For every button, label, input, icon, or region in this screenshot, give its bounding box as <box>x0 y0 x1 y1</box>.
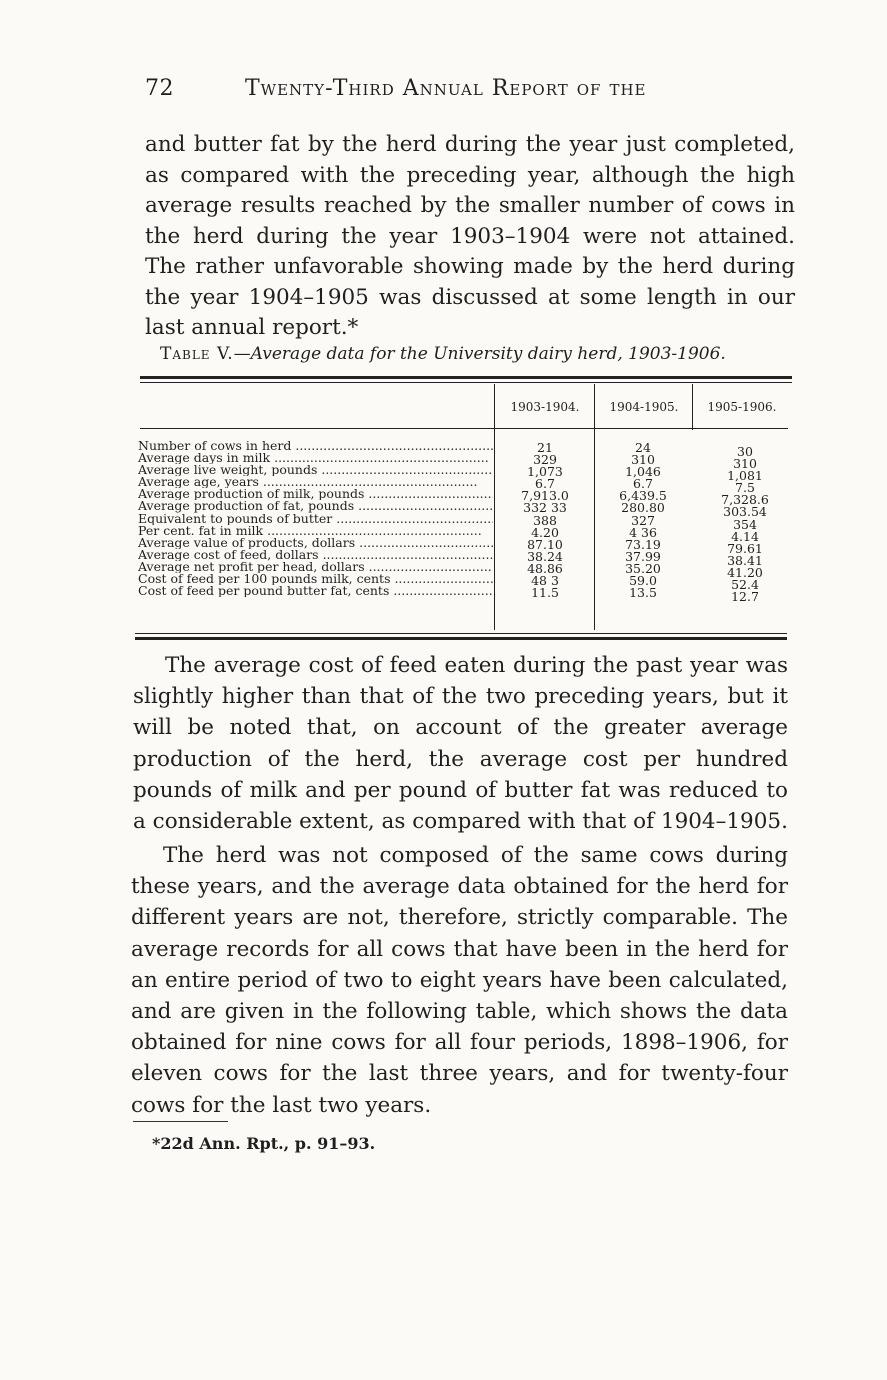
table-cell: 4 36 <box>629 524 657 540</box>
table-cell: 30 <box>737 444 753 459</box>
table-cell: 388 <box>533 512 557 528</box>
running-title: Twenty-Third Annual Report of the <box>245 76 647 101</box>
table-cell: 59.0 <box>629 573 657 589</box>
table-caption-lead: Table V. <box>160 344 234 364</box>
table-cell: 24 <box>635 440 651 455</box>
table-top-rule <box>140 376 792 379</box>
table-cell: 6.7 <box>535 476 555 492</box>
table-cell: 280.80 <box>621 500 665 516</box>
column-header-1903-1904: 1903-1904. <box>510 400 580 414</box>
table-cell: 310 <box>733 456 757 472</box>
table-cell: 12.7 <box>731 589 759 605</box>
table-bottom-rule <box>135 637 787 640</box>
table-cell: 38.24 <box>527 548 563 564</box>
table-cell: 87.10 <box>527 536 563 552</box>
table-cell: 329 <box>533 452 557 468</box>
table-cell: 79.61 <box>727 540 763 556</box>
row-label: Per cent. fat in milk ..... <box>138 525 493 537</box>
row-label: Average cost of feed, dollars ..... <box>138 549 493 561</box>
table-cell: 6,439.5 <box>619 488 667 504</box>
table-cell: 52.4 <box>731 577 759 593</box>
table-cell: 21 <box>537 440 553 455</box>
table-cell: 6.7 <box>633 476 653 492</box>
table-cell: 11.5 <box>531 585 559 601</box>
footnote: *22d Ann. Rpt., p. 91–93. <box>152 1134 376 1153</box>
table-cell: 1,081 <box>727 468 763 484</box>
table-bottom-rule-thin <box>135 633 787 634</box>
row-label: Average production of fat, pounds ..... <box>138 500 493 512</box>
table-caption-title: —Average data for the University dairy herd, 1903-1906. <box>233 344 726 364</box>
table-header-rule <box>140 428 788 429</box>
row-label: Equivalent to pounds of butter ..... <box>138 513 493 525</box>
row-label: Average days in milk ..... <box>138 452 493 464</box>
table-cell: 310 <box>631 452 655 468</box>
paragraph-1: and butter fat by the herd during the year just completed, as compared with the preceding year, although the high average results reached by the smaller number of cows in the herd during the year 1903–1904 were not attained. The rather unfavorable showing made by the herd during the year 1904–1905 was discussed at some length in our last annual report.* <box>145 132 795 340</box>
table-col-divider-1 <box>494 384 495 630</box>
table-cell: 4.20 <box>531 524 559 540</box>
table-column-1903-1904 <box>500 442 590 599</box>
table-cell: 354 <box>733 516 757 532</box>
table-cell: 7,913.0 <box>521 488 569 504</box>
table-cell: 332 33 <box>523 500 567 516</box>
table-cell: 37.99 <box>625 548 661 564</box>
row-label: Number of cows in herd ..... <box>138 440 493 452</box>
table-cell: 38.41 <box>727 552 763 568</box>
table-cell: 41.20 <box>727 564 763 580</box>
table-cell: 13.5 <box>629 585 657 601</box>
row-label: Average value of products, dollars ..... <box>138 537 493 549</box>
table-cell: 48 3 <box>531 573 559 589</box>
row-label: Cost of feed per 100 pounds milk, cents ..... <box>138 573 493 585</box>
table-cell: 7.5 <box>735 480 755 496</box>
table-cell: 48.86 <box>527 560 563 576</box>
table-cell: 1,073 <box>527 464 563 480</box>
row-label: Average live weight, pounds ..... <box>138 464 493 476</box>
footnote-rule <box>133 1121 228 1122</box>
table-cell: 35.20 <box>625 560 661 576</box>
paragraph-3: The herd was not composed of the same cows during these years, and the average data obtained for the herd for different years are not, therefore, strictly comparable. The average records for all cows that have been in the herd for an entire period of two to eight years have been calculated, and are given in the following table, which shows the data obtained for nine cows for all four periods, 1898–1906, for eleven cows for the last three years, and for twenty-four cows for the last two years. <box>131 843 788 1118</box>
table-row-labels <box>138 440 493 597</box>
row-label: Average age, years ..... <box>138 476 493 488</box>
table-column-1904-1905 <box>598 442 688 599</box>
paragraph-2: The average cost of feed eaten during the past year was slightly higher than that of the two preceding years, but it will be noted that, on account of the greater average production of the herd, the average cost per hundred pounds of milk and per pound of butter fat was reduced to a considerable extent, as compared with that of 1904–1905. <box>133 653 788 835</box>
column-header-1904-1905: 1904-1905. <box>609 400 679 414</box>
table-col-divider-3 <box>692 384 693 430</box>
table-cell: 327 <box>631 512 655 528</box>
table-cell: 7,328.6 <box>721 492 769 508</box>
row-label: Cost of feed per pound butter fat, cents ..... <box>138 585 493 597</box>
page-number: 72 <box>145 76 174 101</box>
table-cell: 303.54 <box>723 504 767 520</box>
table-cell: 4.14 <box>731 528 759 544</box>
column-header-1905-1906: 1905-1906. <box>707 400 777 414</box>
row-label: Average production of milk, pounds ..... <box>138 488 493 500</box>
table-cell: 1,046 <box>625 464 661 480</box>
table-top-rule-thin <box>140 382 792 383</box>
table-cell: 73.19 <box>625 536 661 552</box>
row-label: Average net profit per head, dollars ..... <box>138 561 493 573</box>
table-col-divider-2 <box>594 384 595 630</box>
table-column-1905-1906 <box>700 446 790 603</box>
table-caption <box>160 344 800 364</box>
